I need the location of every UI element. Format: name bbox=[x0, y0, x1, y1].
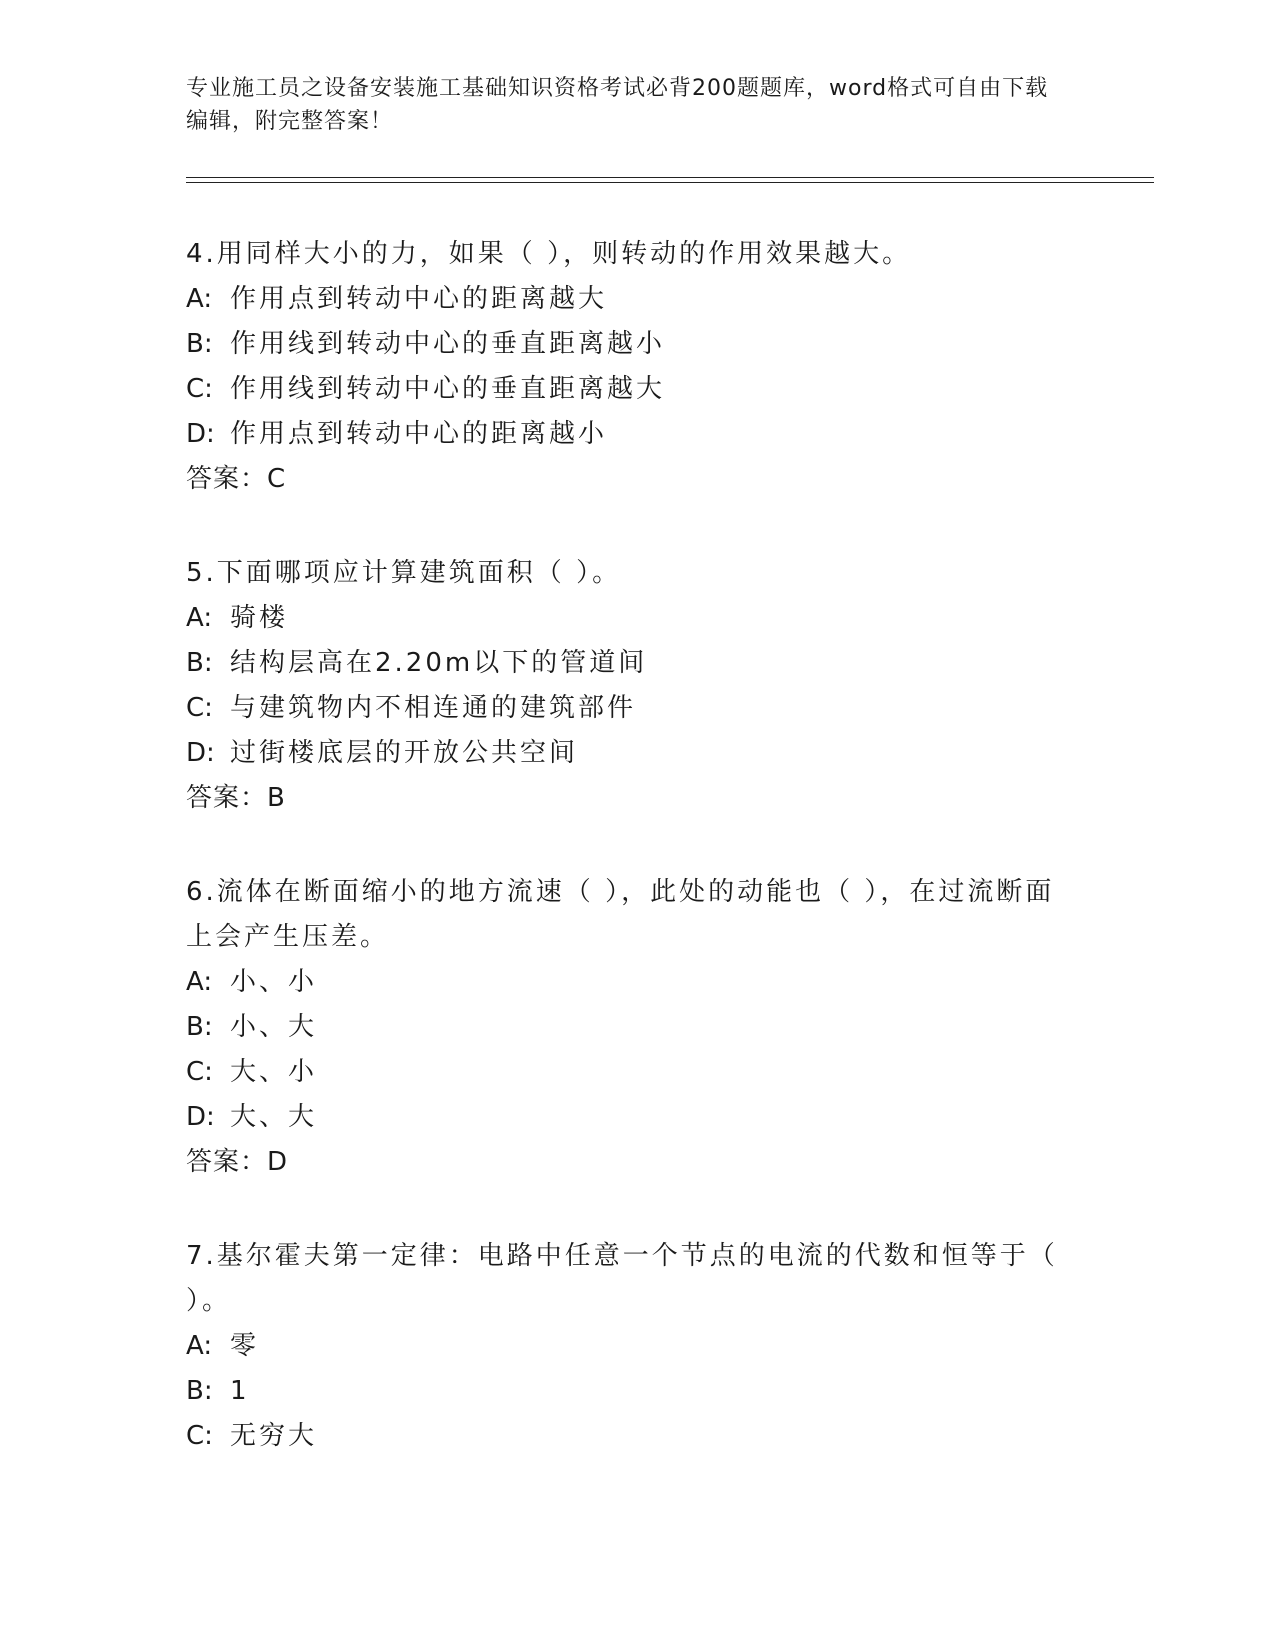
option-b bbox=[186, 322, 1066, 367]
option-key: C: bbox=[186, 374, 213, 404]
option-key: B: bbox=[186, 648, 213, 678]
option-a bbox=[186, 596, 1066, 641]
question-stem: 7.基尔霍夫第一定律：电路中任意一个节点的电流的代数和恒等于（ ）。 bbox=[186, 1241, 1058, 1316]
option-text: 大、小 bbox=[230, 1057, 318, 1087]
answer: 答案：C bbox=[186, 464, 287, 494]
option-key: D: bbox=[186, 738, 215, 768]
option-key: C: bbox=[186, 1421, 213, 1451]
option-text: 无穷大 bbox=[230, 1421, 318, 1451]
option-text: 过街楼底层的开放公共空间 bbox=[230, 738, 579, 768]
option-b bbox=[186, 1369, 1066, 1414]
option-c bbox=[186, 686, 1066, 731]
option-key: D: bbox=[186, 1102, 215, 1132]
option-key: B: bbox=[186, 329, 213, 359]
question-stem: 5.下面哪项应计算建筑面积（ ）。 bbox=[186, 558, 622, 588]
answer: 答案：D bbox=[186, 1147, 289, 1177]
option-text: 大、大 bbox=[230, 1102, 318, 1132]
question-5 bbox=[186, 551, 1066, 821]
question-stem: 6.流体在断面缩小的地方流速（ ），此处的动能也（ ），在过流断面上会产生压差。 bbox=[186, 877, 1055, 952]
answer: 答案：B bbox=[186, 783, 286, 813]
option-text: 零 bbox=[230, 1331, 260, 1361]
option-b bbox=[186, 641, 1066, 686]
option-text: 与建筑物内不相连通的建筑部件 bbox=[230, 693, 637, 723]
option-a bbox=[186, 960, 1066, 1005]
option-d bbox=[186, 1095, 1066, 1140]
question-stem: 4.用同样大小的力，如果（ ），则转动的作用效果越大。 bbox=[186, 239, 912, 269]
option-d bbox=[186, 731, 1066, 776]
option-key: B: bbox=[186, 1012, 213, 1042]
option-text: 骑楼 bbox=[230, 603, 289, 633]
option-c bbox=[186, 1414, 1066, 1459]
option-d bbox=[186, 412, 1066, 457]
option-text: 1 bbox=[230, 1376, 250, 1406]
option-text: 作用线到转动中心的垂直距离越小 bbox=[230, 329, 666, 359]
option-key: D: bbox=[186, 419, 215, 449]
question-7 bbox=[186, 1234, 1066, 1459]
option-key: A: bbox=[186, 1331, 213, 1361]
option-key: A: bbox=[186, 967, 213, 997]
option-key: A: bbox=[186, 603, 213, 633]
document-title: 专业施工员之设备安装施工基础知识资格考试必背200题题库，word格式可自由下载编辑，附完整答案！ bbox=[186, 76, 1049, 134]
header-divider-top bbox=[186, 177, 1154, 178]
option-text: 作用线到转动中心的垂直距离越大 bbox=[230, 374, 666, 404]
option-key: A: bbox=[186, 284, 213, 314]
option-a bbox=[186, 1324, 1066, 1369]
option-c bbox=[186, 1050, 1066, 1095]
option-key: C: bbox=[186, 693, 213, 723]
option-text: 作用点到转动中心的距离越大 bbox=[230, 284, 608, 314]
option-c bbox=[186, 367, 1066, 412]
option-key: B: bbox=[186, 1376, 213, 1406]
option-key: C: bbox=[186, 1057, 213, 1087]
question-4 bbox=[186, 232, 1066, 502]
option-text: 小、小 bbox=[230, 967, 318, 997]
option-text: 作用点到转动中心的距离越小 bbox=[230, 419, 608, 449]
option-a bbox=[186, 277, 1066, 322]
question-6 bbox=[186, 870, 1066, 1185]
header-divider-bottom bbox=[186, 182, 1154, 183]
option-text: 结构层高在2.20m以下的管道间 bbox=[230, 648, 648, 678]
option-b bbox=[186, 1005, 1066, 1050]
option-text: 小、大 bbox=[230, 1012, 318, 1042]
